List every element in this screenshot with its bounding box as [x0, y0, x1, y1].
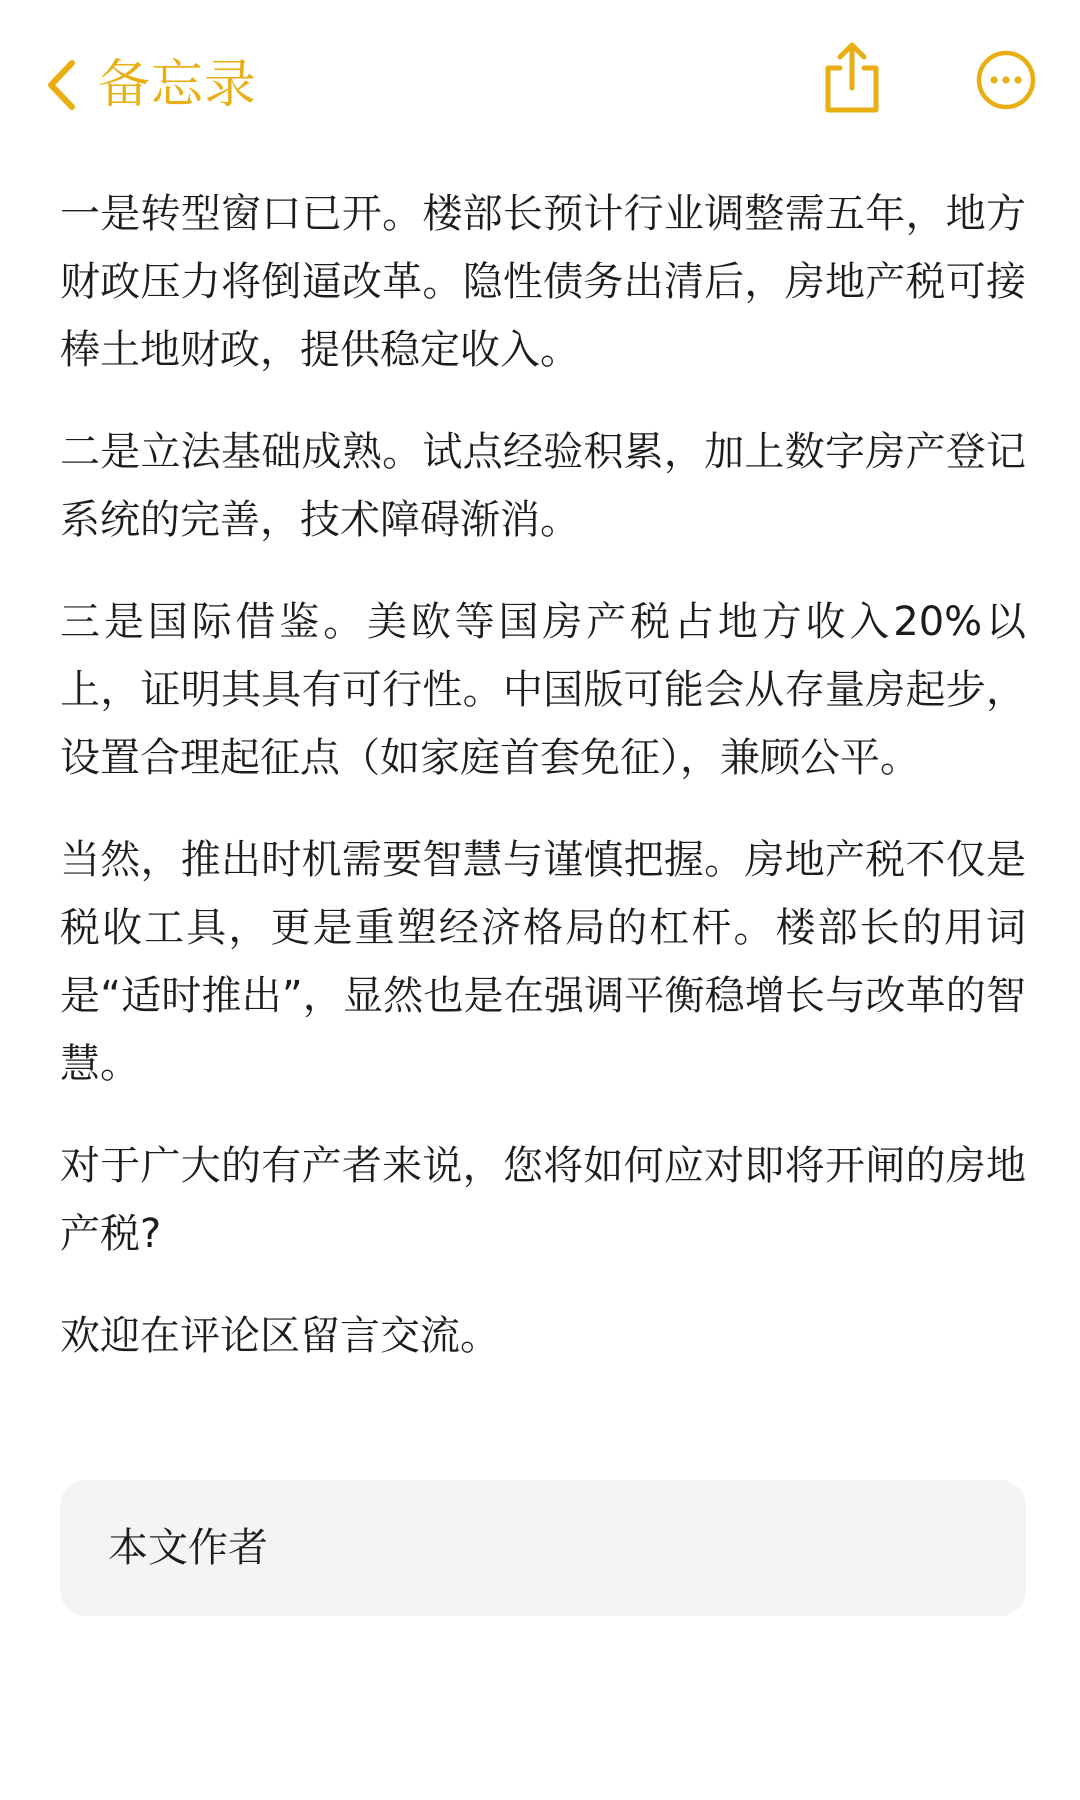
- navigation-bar: [0, 0, 1080, 160]
- back-label: 备忘录: [98, 55, 258, 115]
- note-paragraph: 二是立法基础成熟。试点经验积累，加上数字房产登记系统的完善，技术障碍渐消。: [60, 429, 1026, 543]
- author-label: 本文作者: [108, 1525, 268, 1571]
- note-paragraph: 一是转型窗口已开。楼部长预计行业调整需五年，地方财政压力将倒逼改革。隐性债务出清后，房地产税可接棒土地财政，提供稳定收入。: [60, 191, 1026, 373]
- chevron-left-icon: [44, 58, 78, 112]
- back-button[interactable]: [44, 52, 257, 118]
- more-icon: [976, 50, 1036, 110]
- note-paragraph: 欢迎在评论区留言交流。: [60, 1313, 500, 1359]
- share-icon: [820, 40, 884, 116]
- note-body[interactable]: [60, 180, 1026, 1404]
- more-button[interactable]: [976, 50, 1036, 110]
- author-card[interactable]: [60, 1480, 1026, 1616]
- note-paragraph: 当然，推出时机需要智慧与谨慎把握。房地产税不仅是税收工具，更是重塑经济格局的杠杆。楼部长的用词是“适时推出”，显然也是在强调平衡稳增长与改革的智慧。: [60, 837, 1026, 1087]
- share-button[interactable]: [820, 40, 884, 116]
- note-paragraph: 三是国际借鉴。美欧等国房产税占地方收入20%以上，证明其具有可行性。中国版可能会从存量房起步，设置合理起征点（如家庭首套免征），兼顾公平。: [60, 599, 1026, 781]
- note-paragraph: 对于广大的有产者来说，您将如何应对即将开闸的房地产税?: [60, 1143, 1026, 1257]
